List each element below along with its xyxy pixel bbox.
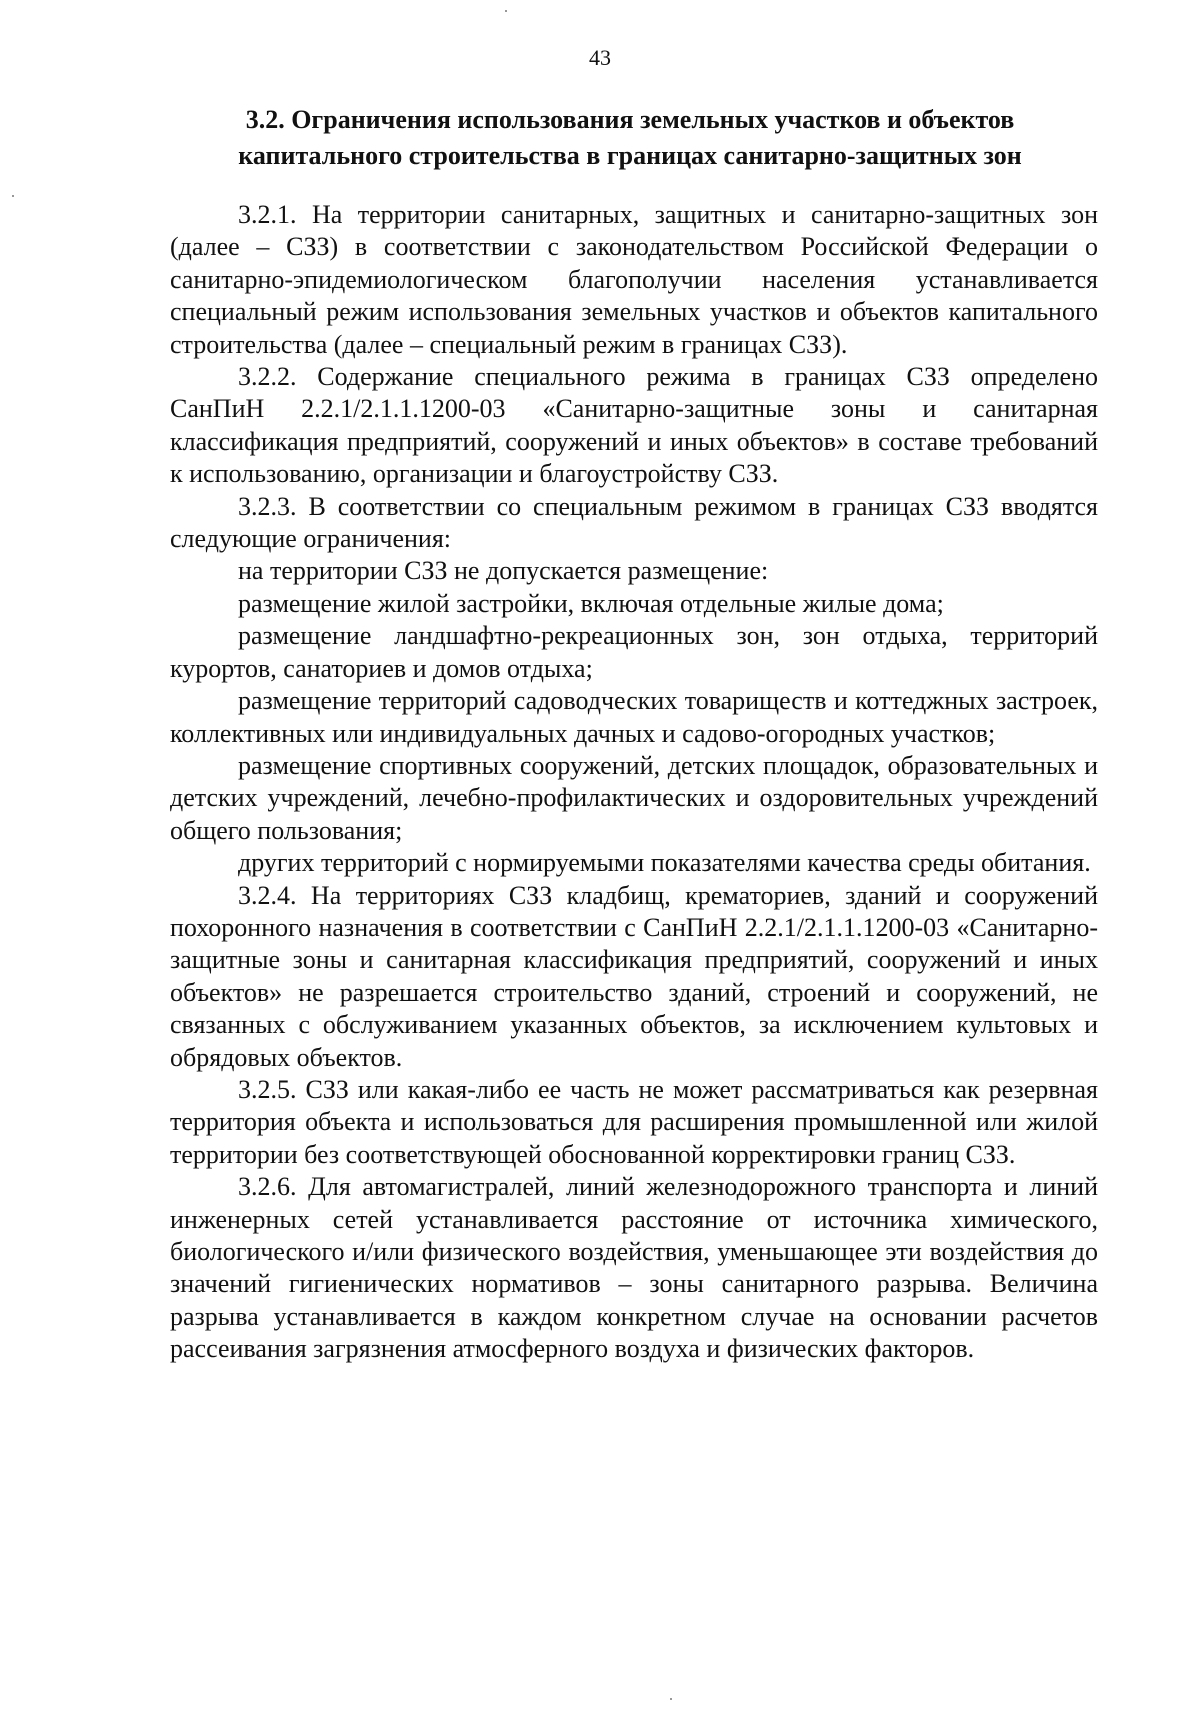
scan-speck: [505, 10, 507, 12]
paragraph-3-2-3: 3.2.3. В соответствии со специальным режимом в границах СЗЗ вводятся следующие ограничения:: [170, 491, 1098, 554]
section-heading: 3.2. Ограничения использования земельных участков и объектов капитального строительства в границах санитарно-защитных зон: [238, 105, 1022, 170]
paragraph-3-2-4: 3.2.4. На территориях СЗЗ кладбищ, крематориев, зданий и сооружений похоронного назначения в соответствии с СанПиН 2.2.1/2.1.1.1200-03 «Санитарно-защитные зоны и санитарная классификация предприятий, сооружений и иных объектов» не разрешается строительство зданий, строений и сооружений, не связанных с обслуживанием указанных объектов, за исключением культовых и обрядовых объектов.: [170, 880, 1098, 1072]
page-number: 43: [589, 45, 611, 70]
restriction-item: размещение жилой застройки, включая отдельные жилые дома;: [238, 588, 944, 618]
paragraph-3-2-1: 3.2.1. На территории санитарных, защитных и санитарно-защитных зон (далее – СЗЗ) в соответствии с законодательством Российской Федерации о санитарно-эпидемиологическом благополучии населения устанавливается специальный режим использования земельных участков и объектов капитального строительства (далее – специальный режим в границах СЗЗ).: [170, 200, 1098, 359]
restriction-item: размещение ландшафтно-рекреационных зон, зон отдыха, территорий курортов, санаториев и домов отдыха;: [170, 621, 1098, 683]
restriction-item: размещение территорий садоводческих товариществ и коттеджных застроек, коллективных или индивидуальных дачных и садово-огородных участков;: [170, 686, 1098, 748]
paragraph-3-2-5: 3.2.5. СЗЗ или какая-либо ее часть не может рассматриваться как резервная территория объекта и использоваться для расширения промышленной или жилой территории без соответствующей обоснованной корректировки границ СЗЗ.: [170, 1074, 1098, 1169]
paragraph-3-2-6: 3.2.6. Для автомагистралей, линий железнодорожного транспорта и линий инженерных сетей устанавливается расстояние от источника химического, биологического и/или физического воздействия, уменьшающее эти воздействия до значений гигиенических нормативов – зоны санитарного разрыва. Величина разрыва устанавливается в каждом конкретном случае на основании расчетов рассеивания загрязнения атмосферного воздуха и физических факторов.: [170, 1172, 1098, 1364]
scan-speck: [670, 1698, 672, 1700]
scan-speck: [12, 195, 14, 197]
restriction-item: других территорий с нормируемыми показателями качества среды обитания.: [238, 848, 1091, 878]
restriction-item: размещение спортивных сооружений, детских площадок, образовательных и детских учреждений, лечебно-профилактических и оздоровительных учреждений общего пользования;: [170, 750, 1098, 845]
restriction-intro: на территории СЗЗ не допускается размещение:: [238, 556, 769, 586]
body-text: [170, 199, 1098, 1366]
paragraph-3-2-2: 3.2.2. Содержание специального режима в границах СЗЗ определено СанПиН 2.2.1/2.1.1.1200-03 «Санитарно-защитные зоны и санитарная классификация предприятий, сооружений и иных объектов» в составе требований к использованию, организации и благоустройству СЗЗ.: [170, 362, 1098, 489]
